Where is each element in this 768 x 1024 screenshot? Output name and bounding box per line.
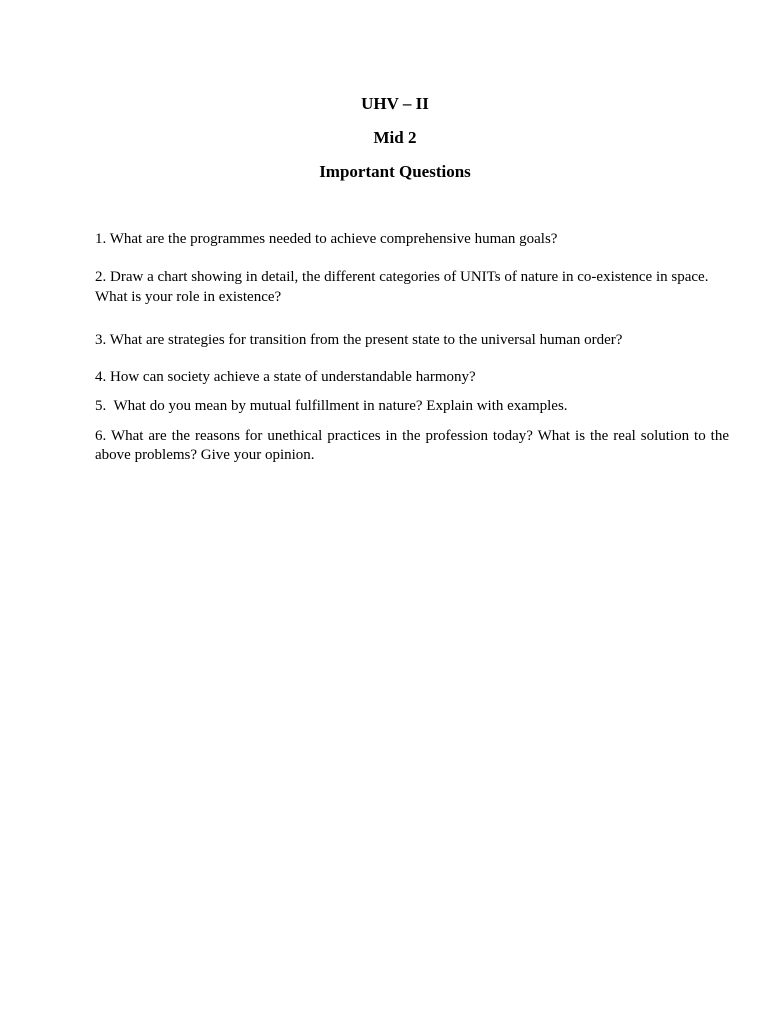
section-heading: Important Questions xyxy=(319,162,471,181)
question-2-line-1: 2. Draw a chart showing in detail, the different categories of UNITs of nature in co-existence in space. xyxy=(95,269,709,285)
question-2-line-2: What is your role in existence? xyxy=(95,289,282,305)
question-5: 5. What do you mean by mutual fulfillment in nature? Explain with examples. xyxy=(95,398,568,414)
document-subtitle: Mid 2 xyxy=(373,128,417,147)
question-6: 6. What are the reasons for unethical practices in the profession today? What is the real solution to the above problems? Give your opinion. xyxy=(95,428,729,463)
question-2 xyxy=(95,267,729,307)
question-4: 4. How can society achieve a state of understandable harmony? xyxy=(95,369,476,385)
question-3: 3. What are strategies for transition from the present state to the universal human order? xyxy=(95,332,623,348)
document-title: UHV – II xyxy=(361,94,429,113)
question-1: 1. What are the programmes needed to achieve comprehensive human goals? xyxy=(95,231,558,247)
